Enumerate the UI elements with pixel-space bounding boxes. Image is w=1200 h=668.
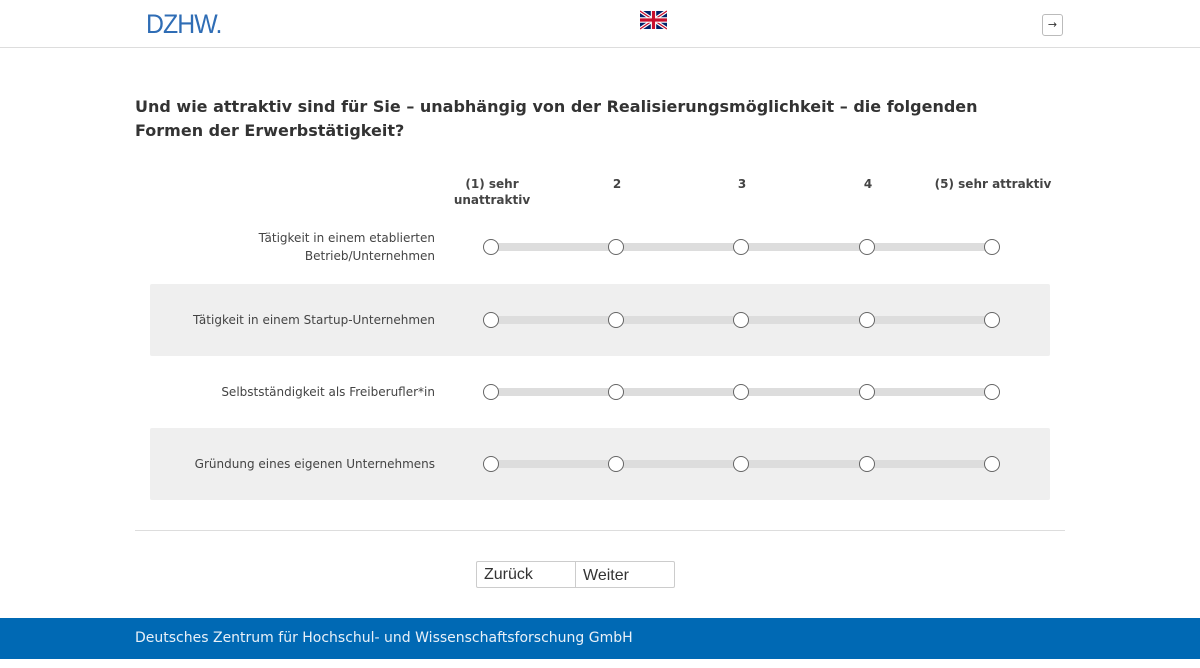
radio-option-3[interactable]	[733, 312, 749, 328]
radio-option-1[interactable]	[483, 239, 499, 255]
radio-option-5[interactable]	[984, 384, 1000, 400]
scale-header-1: (1) sehr unattraktiv	[453, 177, 531, 207]
next-button[interactable]: Weiter	[575, 561, 675, 588]
footer: Deutsches Zentrum für Hochschul- und Wissenschaftsforschung GmbH	[0, 618, 1200, 659]
radio-option-1[interactable]	[483, 456, 499, 472]
item-label: Tätigkeit in einem Startup-Unternehmen	[193, 313, 435, 327]
divider	[135, 530, 1065, 531]
uk-flag-icon[interactable]	[640, 10, 667, 30]
radio-option-5[interactable]	[984, 456, 1000, 472]
logout-icon[interactable]: →	[1042, 14, 1063, 36]
radio-option-1[interactable]	[483, 312, 499, 328]
radio-option-4[interactable]	[859, 239, 875, 255]
radio-option-1[interactable]	[483, 384, 499, 400]
radio-option-2[interactable]	[608, 239, 624, 255]
radio-option-3[interactable]	[733, 239, 749, 255]
matrix-row	[150, 428, 1050, 500]
scale-header-3: 3	[737, 177, 747, 191]
question-text: Und wie attraktiv sind für Sie – unabhängig von der Realisierungsmöglichkeit – die folgenden Formen der Erwerbstätigkeit?	[135, 97, 978, 140]
header	[0, 0, 1200, 48]
item-label: Tätigkeit in einem etablierten Betrieb/Unternehmen	[258, 231, 435, 263]
scale-header-2: 2	[612, 177, 622, 191]
radio-option-2[interactable]	[608, 456, 624, 472]
radio-option-4[interactable]	[859, 456, 875, 472]
radio-option-5[interactable]	[984, 312, 1000, 328]
radio-option-5[interactable]	[984, 239, 1000, 255]
back-button[interactable]: Zurück	[476, 561, 576, 588]
radio-option-4[interactable]	[859, 384, 875, 400]
dzhw-logo[interactable]: DZHW.	[146, 9, 222, 39]
radio-option-4[interactable]	[859, 312, 875, 328]
matrix-row	[150, 284, 1050, 356]
item-label: Selbstständigkeit als Freiberufler*in	[221, 385, 435, 399]
radio-option-3[interactable]	[733, 456, 749, 472]
matrix-row	[150, 356, 1050, 428]
radio-option-2[interactable]	[608, 312, 624, 328]
radio-option-2[interactable]	[608, 384, 624, 400]
scale-header-4: 4	[863, 177, 873, 191]
radio-option-3[interactable]	[733, 384, 749, 400]
scale-header-5: (5) sehr attraktiv	[934, 177, 1052, 191]
item-label: Gründung eines eigenen Unternehmens	[194, 457, 435, 471]
matrix-row	[150, 211, 1050, 283]
